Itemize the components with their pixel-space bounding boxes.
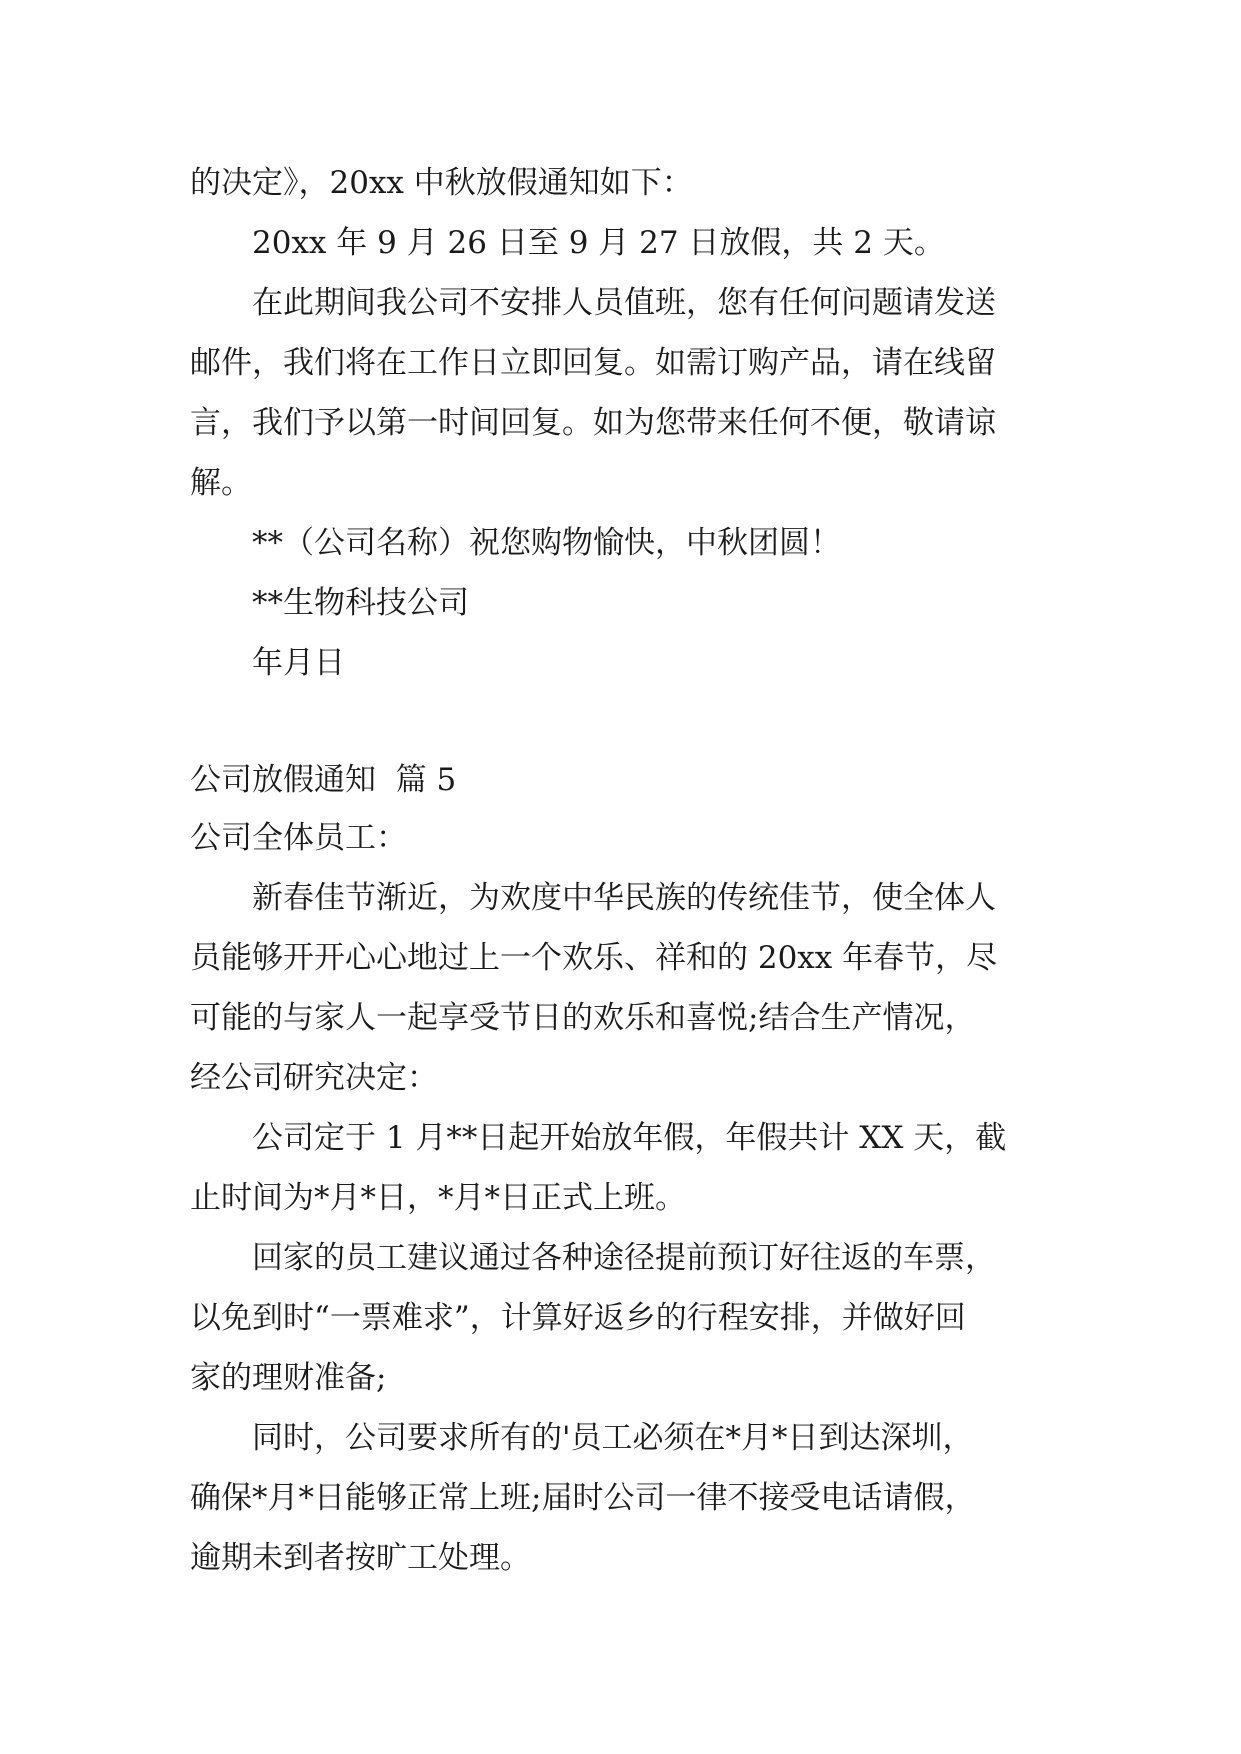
signature-date: 年月日 [252,645,345,681]
paragraph-line: 言，我们予以第一时间回复。如为您带来任何不便，敬请谅 [190,405,996,441]
signature-company: **生物科技公司 [252,585,469,621]
paragraph-line: 的决定》，20xx 中秋放假通知如下： [190,165,693,201]
paragraph-line: 在此期间我公司不安排人员值班，您有任何问题请发送 [252,285,996,321]
closing-line: **（公司名称）祝您购物愉快，中秋团圆！ [252,525,841,561]
paragraph-line: 以免到时“一票难求”，计算好返乡的行程安排，并做好回 [190,1300,966,1336]
paragraph-line: 20xx 年 9 月 26 日至 9 月 27 日放假，共 2 天。 [252,225,945,261]
paragraph-line: 解。 [190,465,252,501]
paragraph-line: 逾期未到者按旷工处理。 [190,1540,531,1576]
paragraph-line: 邮件，我们将在工作日立即回复。如需订购产品，请在线留 [190,345,996,381]
paragraph-line: 回家的员工建议通过各种途径提前预订好往返的车票， [252,1240,996,1276]
paragraph-line: 员能够开开心心地过上一个欢乐、祥和的 20xx 年春节，尽 [190,940,998,976]
section-heading: 公司放假通知 篇 5 [190,762,457,798]
paragraph-line: 家的理财准备; [190,1360,387,1396]
paragraph-line: 同时，公司要求所有的'员工必须在*月*日到达深圳， [252,1420,974,1456]
paragraph-line: 确保*月*日能够正常上班;届时公司一律不接受电话请假， [190,1480,976,1516]
paragraph-line: 可能的与家人一起享受节日的欢乐和喜悦;结合生产情况， [190,1000,976,1036]
paragraph-line: 经公司研究决定： [190,1060,438,1096]
greeting: 公司全体员工： [190,820,407,856]
paragraph-line: 新春佳节渐近，为欢度中华民族的传统佳节，使全体人 [252,880,996,916]
paragraph-line: 公司定于 1 月**日起开始放年假，年假共计 XX 天，截 [252,1120,1007,1156]
paragraph-line: 止时间为*月*日，*月*日正式上班。 [190,1180,686,1216]
